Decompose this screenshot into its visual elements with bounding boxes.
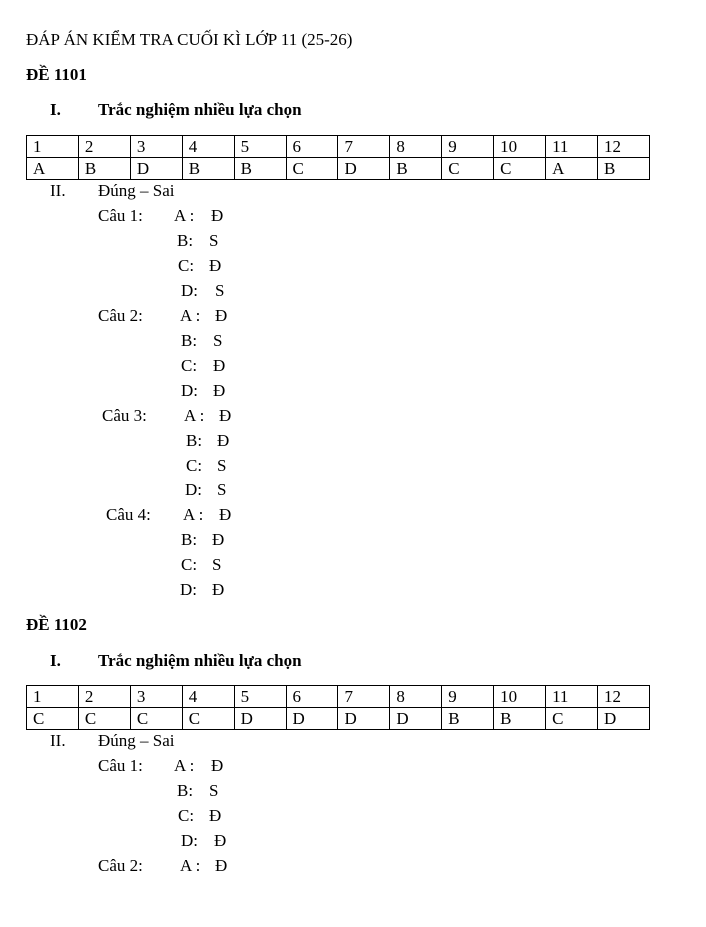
answer-cell: C: [182, 708, 234, 730]
answer-cell: B: [78, 158, 130, 180]
tf-option-value: Đ: [212, 530, 225, 549]
answer-cell: B: [234, 158, 286, 180]
question-number-cell: 3: [130, 686, 182, 708]
document-title: ĐÁP ÁN KIỂM TRA CUỐI KÌ LỚP 11 (25-26): [26, 30, 353, 49]
tf-option-value: S: [217, 456, 227, 475]
tf-question-label: Câu 2:: [98, 306, 143, 325]
tf-option-value: S: [213, 331, 223, 350]
tf-option-value: Đ: [217, 431, 230, 450]
answer-cell: C: [494, 158, 546, 180]
answer-cell: C: [27, 708, 79, 730]
question-number-cell: 2: [78, 136, 130, 158]
tf-option-value: Đ: [209, 806, 222, 825]
tf-option-value: Đ: [215, 306, 228, 325]
question-number-cell: 2: [78, 686, 130, 708]
question-number-cell: 9: [442, 686, 494, 708]
tf-option-value: S: [209, 781, 219, 800]
tf-option-key: C:: [178, 256, 195, 275]
question-number-cell: 8: [390, 136, 442, 158]
answer-cell: A: [546, 158, 598, 180]
tf-option-value: Đ: [211, 206, 224, 225]
tf-option-key: D:: [181, 381, 198, 400]
tf-option-key: A :: [174, 756, 195, 775]
part2-title: Đúng – Sai: [98, 731, 175, 750]
tf-option-key: D:: [181, 281, 198, 300]
tf-option-key: B:: [181, 331, 198, 350]
answer-cell: B: [494, 708, 546, 730]
question-number-cell: 11: [546, 136, 598, 158]
tf-option-key: D:: [185, 480, 202, 499]
question-number-cell: 6: [286, 686, 338, 708]
answer-cell: C: [286, 158, 338, 180]
tf-option-key: A :: [180, 856, 201, 875]
question-number-cell: 7: [338, 136, 390, 158]
tf-option-key: B:: [181, 530, 198, 549]
tf-option-key: A :: [174, 206, 195, 225]
answer-cell: B: [442, 708, 494, 730]
question-number-cell: 9: [442, 136, 494, 158]
exam-code-heading-1101: ĐỀ 1101: [26, 65, 87, 84]
question-number-cell: 4: [182, 136, 234, 158]
tf-question-label: Câu 1:: [98, 206, 143, 225]
question-number-cell: 8: [390, 686, 442, 708]
part1-title: Trắc nghiệm nhiều lựa chọn: [98, 651, 302, 670]
tf-option-value: Đ: [212, 580, 225, 599]
question-number-cell: 1: [27, 136, 79, 158]
tf-option-key: B:: [177, 781, 194, 800]
question-number-cell: 5: [234, 686, 286, 708]
answer-cell: D: [338, 158, 390, 180]
tf-question-label: Câu 3:: [102, 406, 147, 425]
tf-option-key: A :: [180, 306, 201, 325]
tf-option-key: D:: [181, 831, 198, 850]
question-number-cell: 3: [130, 136, 182, 158]
tf-option-value: Đ: [213, 381, 226, 400]
tf-option-key: C:: [178, 806, 195, 825]
tf-option-value: Đ: [211, 756, 224, 775]
answer-cell: C: [78, 708, 130, 730]
tf-question-label: Câu 1:: [98, 756, 143, 775]
tf-option-key: C:: [181, 555, 198, 574]
tf-option-value: Đ: [214, 831, 227, 850]
exam-code-heading-1102: ĐỀ 1102: [26, 615, 87, 634]
question-number-row: [27, 686, 650, 708]
answer-cell: B: [182, 158, 234, 180]
tf-option-value: Đ: [215, 856, 228, 875]
answer-cell: B: [390, 158, 442, 180]
answer-row: [27, 708, 650, 730]
tf-option-value: S: [212, 555, 222, 574]
answer-row: [27, 158, 650, 180]
question-number-cell: 6: [286, 136, 338, 158]
answer-cell: D: [597, 708, 649, 730]
answer-cell: C: [546, 708, 598, 730]
part2-number: II.: [50, 731, 66, 750]
question-number-cell: 7: [338, 686, 390, 708]
question-number-cell: 12: [597, 686, 649, 708]
tf-option-key: C:: [181, 356, 198, 375]
question-number-cell: 11: [546, 686, 598, 708]
answer-cell: C: [130, 708, 182, 730]
tf-option-value: Đ: [219, 406, 232, 425]
question-number-cell: 10: [494, 686, 546, 708]
tf-option-key: A :: [184, 406, 205, 425]
answer-cell: D: [390, 708, 442, 730]
tf-option-value: Đ: [213, 356, 226, 375]
part2-number: II.: [50, 181, 66, 200]
question-number-cell: 1: [27, 686, 79, 708]
answer-cell: C: [442, 158, 494, 180]
answer-cell: D: [130, 158, 182, 180]
part2-title: Đúng – Sai: [98, 181, 175, 200]
answer-cell: D: [286, 708, 338, 730]
answer-cell: A: [27, 158, 79, 180]
tf-question-label: Câu 4:: [106, 505, 151, 524]
tf-option-value: S: [215, 281, 225, 300]
answer-cell: D: [338, 708, 390, 730]
part1-number: I.: [50, 100, 61, 119]
tf-option-value: Đ: [219, 505, 232, 524]
question-number-cell: 12: [597, 136, 649, 158]
part1-title: Trắc nghiệm nhiều lựa chọn: [98, 100, 302, 119]
answer-cell: B: [597, 158, 649, 180]
question-number-cell: 5: [234, 136, 286, 158]
tf-option-value: S: [209, 231, 219, 250]
answer-table-1102: [26, 685, 650, 730]
tf-option-value: Đ: [209, 256, 222, 275]
tf-option-value: S: [217, 480, 227, 499]
tf-option-key: B:: [177, 231, 194, 250]
question-number-cell: 10: [494, 136, 546, 158]
tf-option-key: C:: [186, 456, 203, 475]
tf-option-key: B:: [186, 431, 203, 450]
part1-number: I.: [50, 651, 61, 670]
tf-option-key: D:: [180, 580, 197, 599]
question-number-cell: 4: [182, 686, 234, 708]
tf-option-key: A :: [183, 505, 204, 524]
answer-cell: D: [234, 708, 286, 730]
answer-table-1101: [26, 135, 650, 180]
tf-question-label: Câu 2:: [98, 856, 143, 875]
question-number-row: [27, 136, 650, 158]
